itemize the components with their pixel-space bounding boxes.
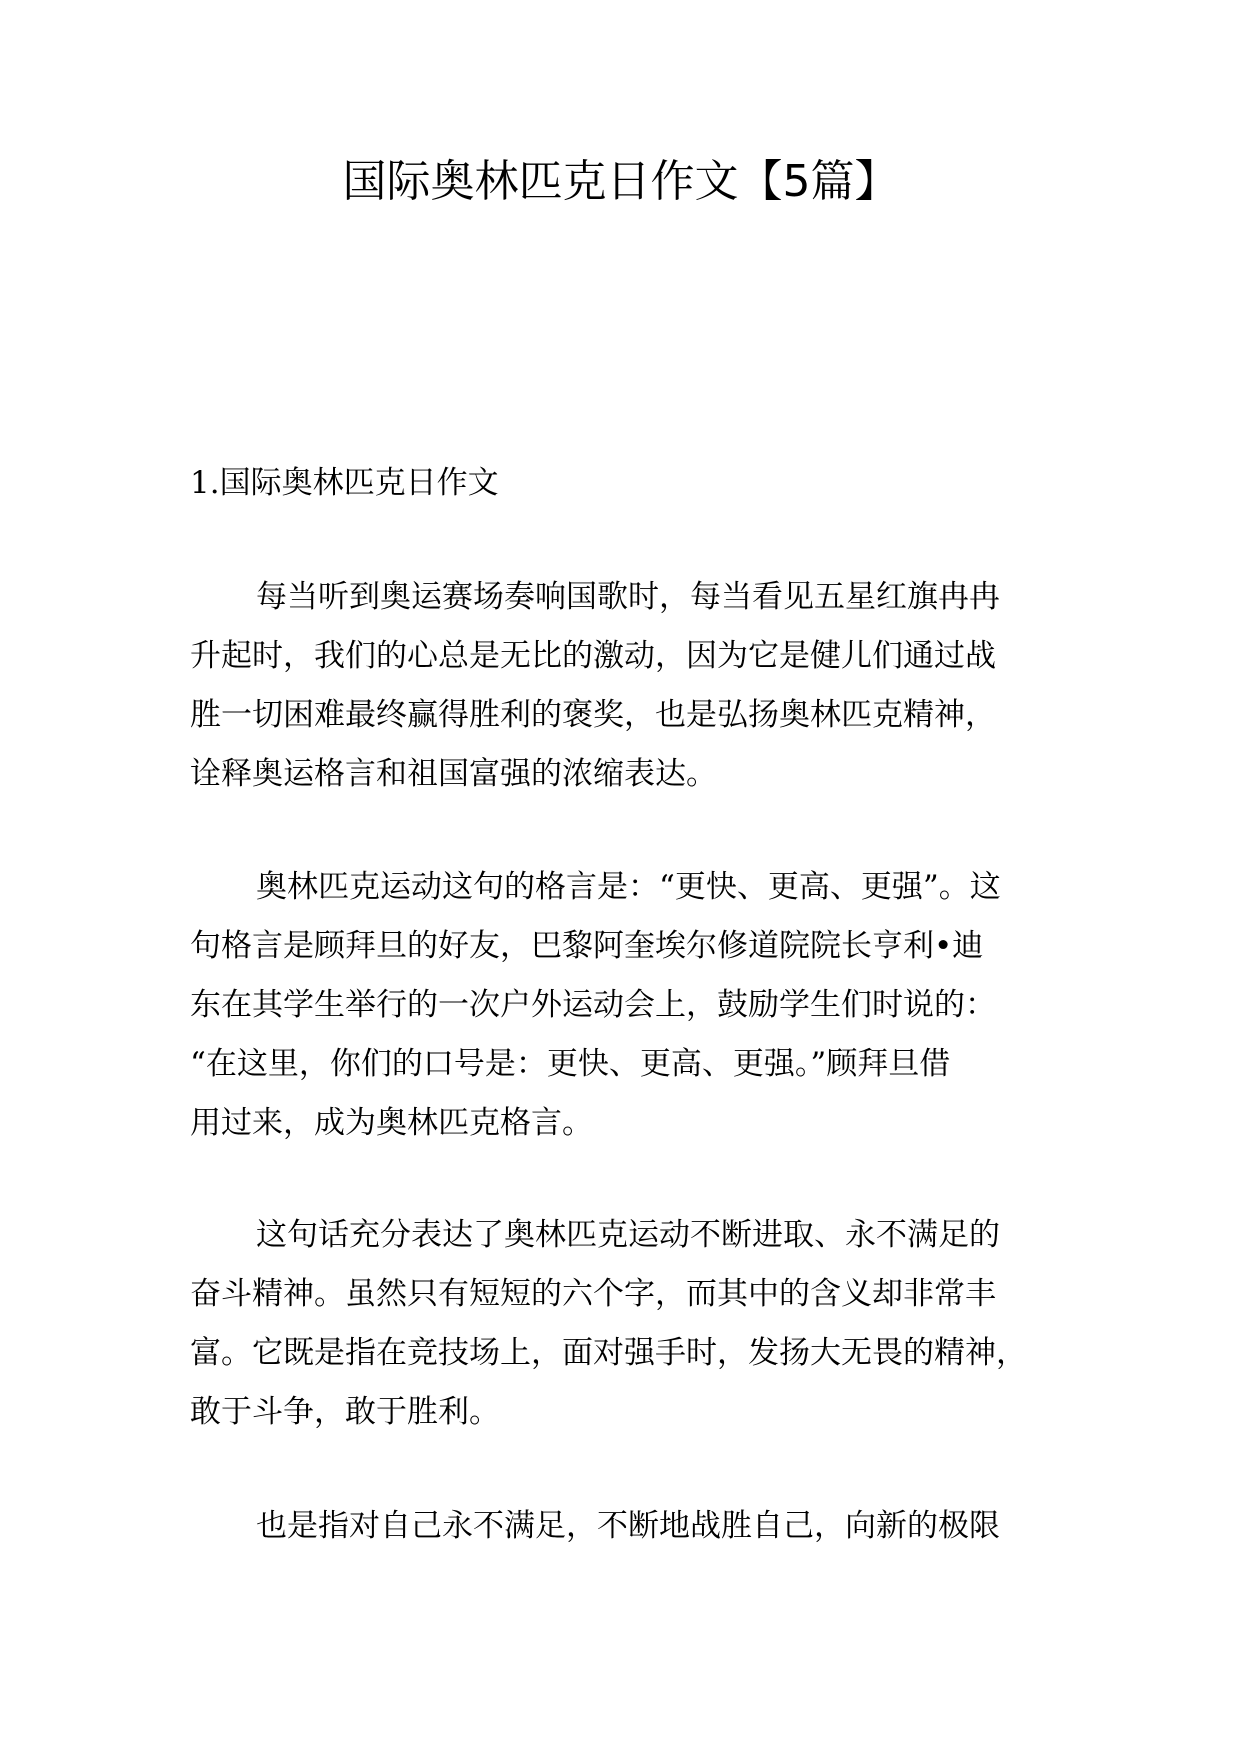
paragraph-line: 也是指对自己永不满足，不断地战胜自己，向新的极限 [256, 1508, 1000, 1544]
paragraph-3 [190, 1206, 1052, 1442]
paragraph-line: 敢于斗争，敢于胜利。 [190, 1394, 500, 1430]
paragraph-line: 升起时，我们的心总是无比的激动，因为它是健儿们通过战 [190, 638, 996, 674]
paragraph-line: 富。它既是指在竞技场上，面对强手时，发扬大无畏的精神， [190, 1335, 1027, 1371]
paragraph-line: “在这里，你们的口号是：更快、更高、更强。”顾拜旦借 [190, 1046, 951, 1082]
paragraph-line: 东在其学生举行的一次户外运动会上，鼓励学生们时说的： [190, 987, 996, 1023]
paragraph-line: 奋斗精神。虽然只有短短的六个字，而其中的含义却非常丰 [190, 1276, 996, 1312]
paragraph-1 [190, 568, 1052, 804]
section-heading: 1.国际奥林匹克日作文 [190, 465, 499, 501]
paragraph-line: 胜一切困难最终赢得胜利的褒奖，也是弘扬奥林匹克精神， [190, 697, 996, 733]
document-title: 国际奥林匹克日作文【5篇】 [342, 156, 899, 207]
paragraph-line: 每当听到奥运赛场奏响国歌时，每当看见五星红旗冉冉 [256, 579, 1000, 615]
paragraph-4 [190, 1497, 1052, 1556]
paragraph-line: 这句话充分表达了奥林匹克运动不断进取、永不满足的 [256, 1217, 1000, 1253]
paragraph-2 [190, 858, 1052, 1153]
paragraph-line: 用过来，成为奥林匹克格言。 [190, 1105, 593, 1141]
paragraph-line: 句格言是顾拜旦的好友，巴黎阿奎埃尔修道院院长亨利•迪 [190, 928, 984, 964]
paragraph-line: 诠释奥运格言和祖国富强的浓缩表达。 [190, 756, 717, 792]
paragraph-line: 奥林匹克运动这句的格言是：“更快、更高、更强”。这 [256, 869, 1001, 905]
